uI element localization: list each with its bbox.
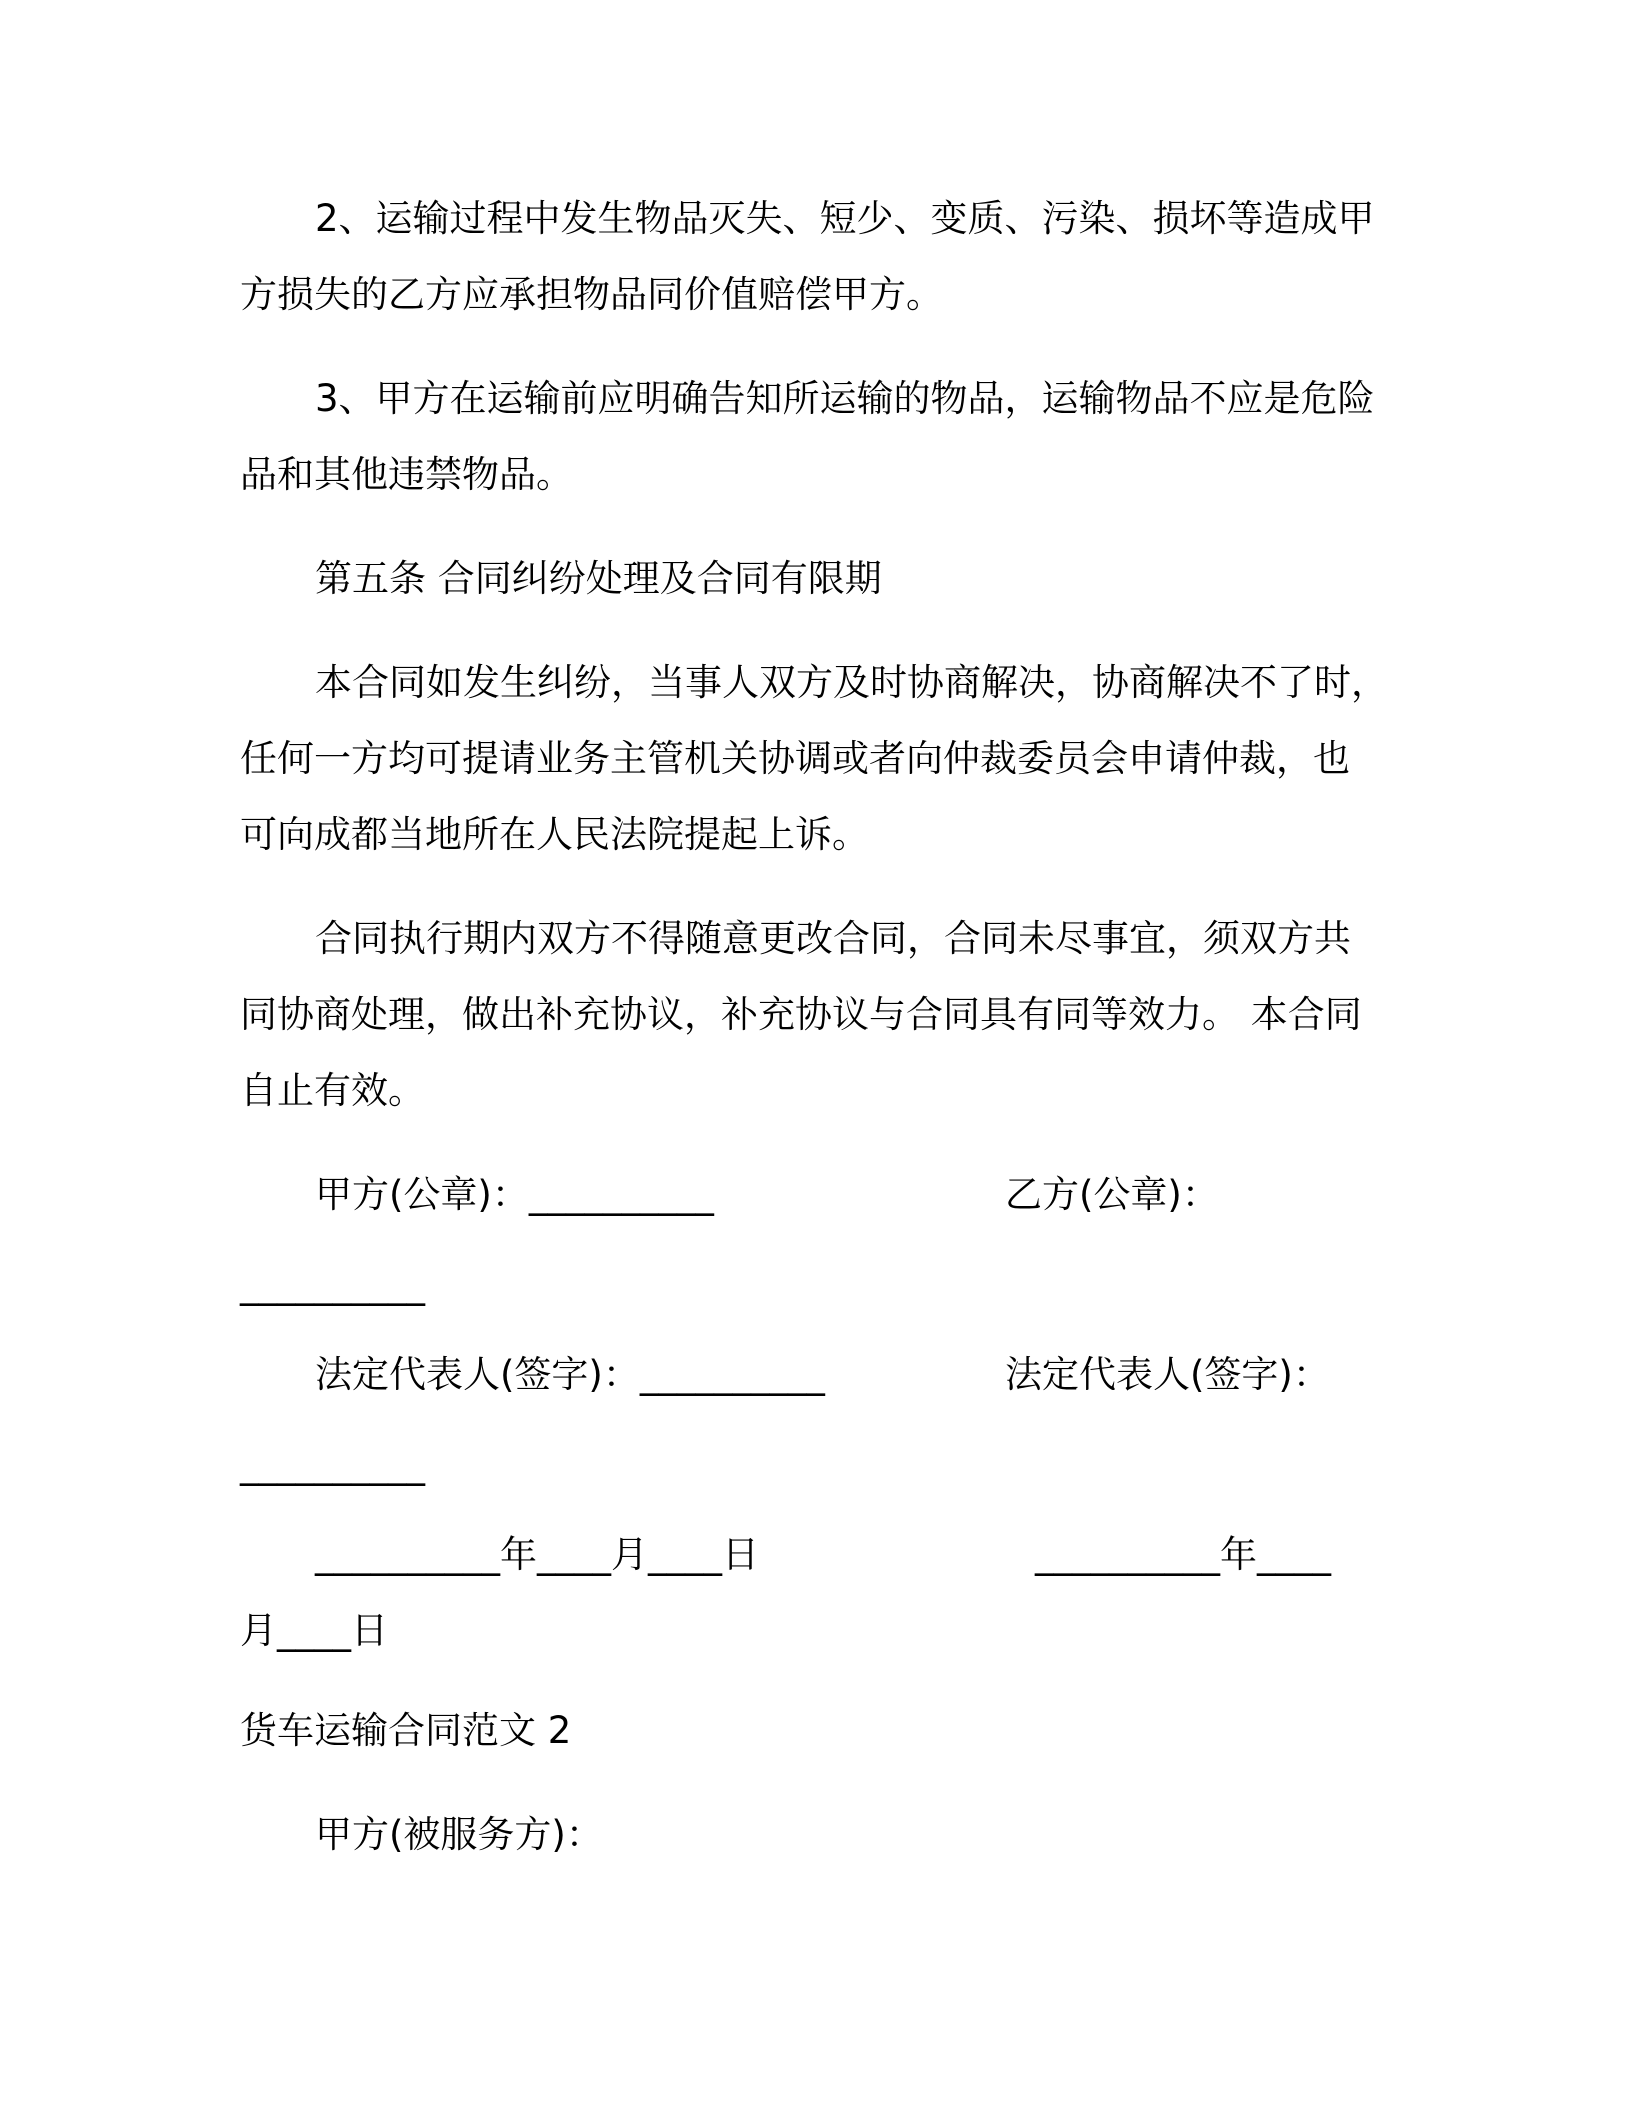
amendment-paragraph-line-2: 同协商处理，做出补充协议，补充协议与合同具有同等效力。 本合同 — [240, 993, 1362, 1036]
article-5-heading: 第五条 合同纠纷处理及合同有限期 — [315, 557, 882, 600]
clause-3-line-2: 品和其他违禁物品。 — [240, 453, 573, 496]
party-b-date-field-part-2: 月____日 — [240, 1609, 388, 1652]
amendment-paragraph-line-1: 合同执行期内双方不得随意更改合同，合同未尽事宜，须双方共 — [315, 917, 1351, 960]
dispute-paragraph-line-2: 任何一方均可提请业务主管机关协调或者向仲裁委员会申请仲裁，也 — [240, 737, 1350, 780]
clause-2-line-1: 2、运输过程中发生物品灭失、短少、变质、污染、损坏等造成甲 — [315, 197, 1375, 240]
sample-2-title: 货车运输合同范文 2 — [240, 1709, 572, 1752]
party-b-seal-blank: __________ — [240, 1263, 425, 1306]
party-a-served-label: 甲方(被服务方)： — [315, 1813, 603, 1856]
clause-2-line-2: 方损失的乙方应承担物品同价值赔偿甲方。 — [240, 273, 943, 316]
clause-3-line-1: 3、甲方在运输前应明确告知所运输的物品，运输物品不应是危险 — [315, 377, 1375, 420]
dispute-paragraph-line-3: 可向成都当地所在人民法院提起上诉。 — [240, 813, 869, 856]
party-a-representative-field: 法定代表人(签字)：__________ — [315, 1353, 825, 1396]
amendment-paragraph-line-3: 自止有效。 — [240, 1069, 425, 1112]
dispute-paragraph-line-1: 本合同如发生纠纷，当事人双方及时协商解决，协商解决不了时， — [315, 661, 1388, 704]
party-a-seal-field: 甲方(公章)：__________ — [315, 1173, 714, 1216]
party-b-representative-blank: __________ — [240, 1443, 425, 1486]
party-b-representative-label: 法定代表人(签字)： — [1005, 1353, 1330, 1396]
party-b-date-field-part-1: __________年____ — [1035, 1533, 1331, 1576]
party-b-seal-label: 乙方(公章)： — [1005, 1173, 1219, 1216]
party-a-date-field: __________年____月____日 — [315, 1533, 759, 1576]
